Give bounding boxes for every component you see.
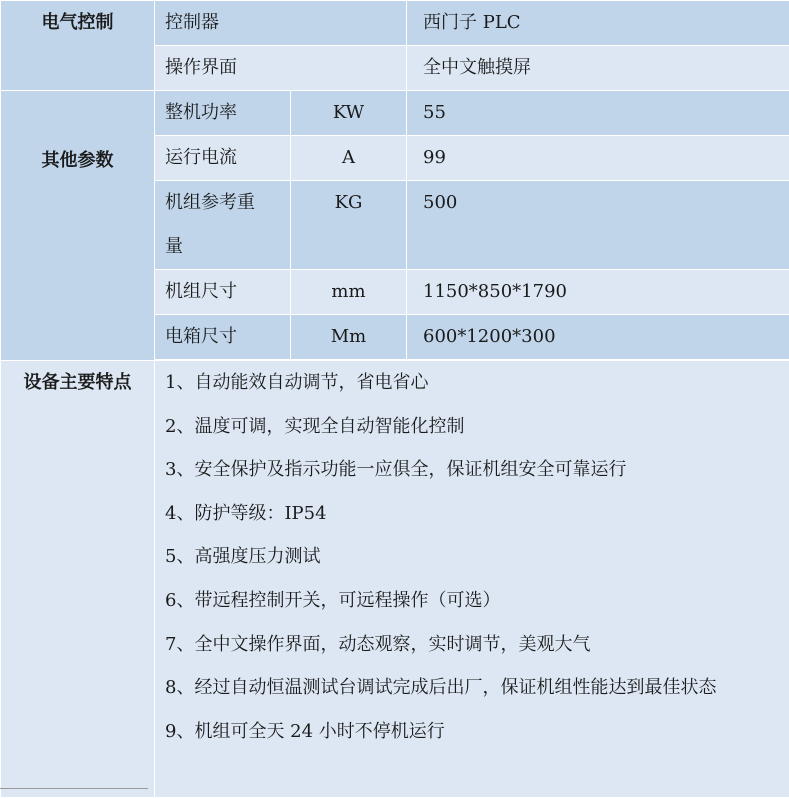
row-unit-box-size: Mm xyxy=(291,315,407,360)
row-value-weight: 500 xyxy=(407,181,789,270)
section-header-electrical: 电气控制 xyxy=(1,1,155,91)
row-label-box-size: 电箱尺寸 xyxy=(155,315,291,360)
row-label-weight: 机组参考重量 xyxy=(155,181,291,270)
row-unit-weight: KG xyxy=(291,181,407,270)
row-value-current: 99 xyxy=(407,136,789,181)
row-unit-current: A xyxy=(291,136,407,181)
section-header-features: 设备主要特点 xyxy=(1,361,155,798)
row-label-interface: 操作界面 xyxy=(155,46,407,91)
list-item: 5、高强度压力测试 xyxy=(165,535,789,579)
list-item: 4、防护等级：IP54 xyxy=(165,492,789,536)
row-value-unit-size: 1150*850*1790 xyxy=(407,270,789,315)
list-item: 3、安全保护及指示功能一应俱全，保证机组安全可靠运行 xyxy=(165,448,789,492)
list-item: 9、机组可全天 24 小时不停机运行 xyxy=(165,710,789,754)
bottom-divider xyxy=(0,788,148,789)
list-item: 1、自动能效自动调节，省电省心 xyxy=(165,361,789,405)
features-list xyxy=(155,361,789,798)
row-value-power: 55 xyxy=(407,91,789,136)
section-header-other: 其他参数 xyxy=(1,91,155,361)
row-unit-unit-size: mm xyxy=(291,270,407,315)
list-item: 2、温度可调，实现全自动智能化控制 xyxy=(165,405,789,449)
row-label-current: 运行电流 xyxy=(155,136,291,181)
list-item: 7、全中文操作界面，动态观察，实时调节，美观大气 xyxy=(165,623,789,667)
row-value-interface: 全中文触摸屏 xyxy=(407,46,789,91)
row-value-controller: 西门子 PLC xyxy=(407,1,789,46)
row-label-unit-size: 机组尺寸 xyxy=(155,270,291,315)
list-item: 6、带远程控制开关，可远程操作（可选） xyxy=(165,579,789,623)
row-label-power: 整机功率 xyxy=(155,91,291,136)
row-value-box-size: 600*1200*300 xyxy=(407,315,789,360)
row-label-controller: 控制器 xyxy=(155,1,407,46)
row-unit-power: KW xyxy=(291,91,407,136)
list-item: 8、经过自动恒温测试台调试完成后出厂，保证机组性能达到最佳状态 xyxy=(165,666,789,710)
